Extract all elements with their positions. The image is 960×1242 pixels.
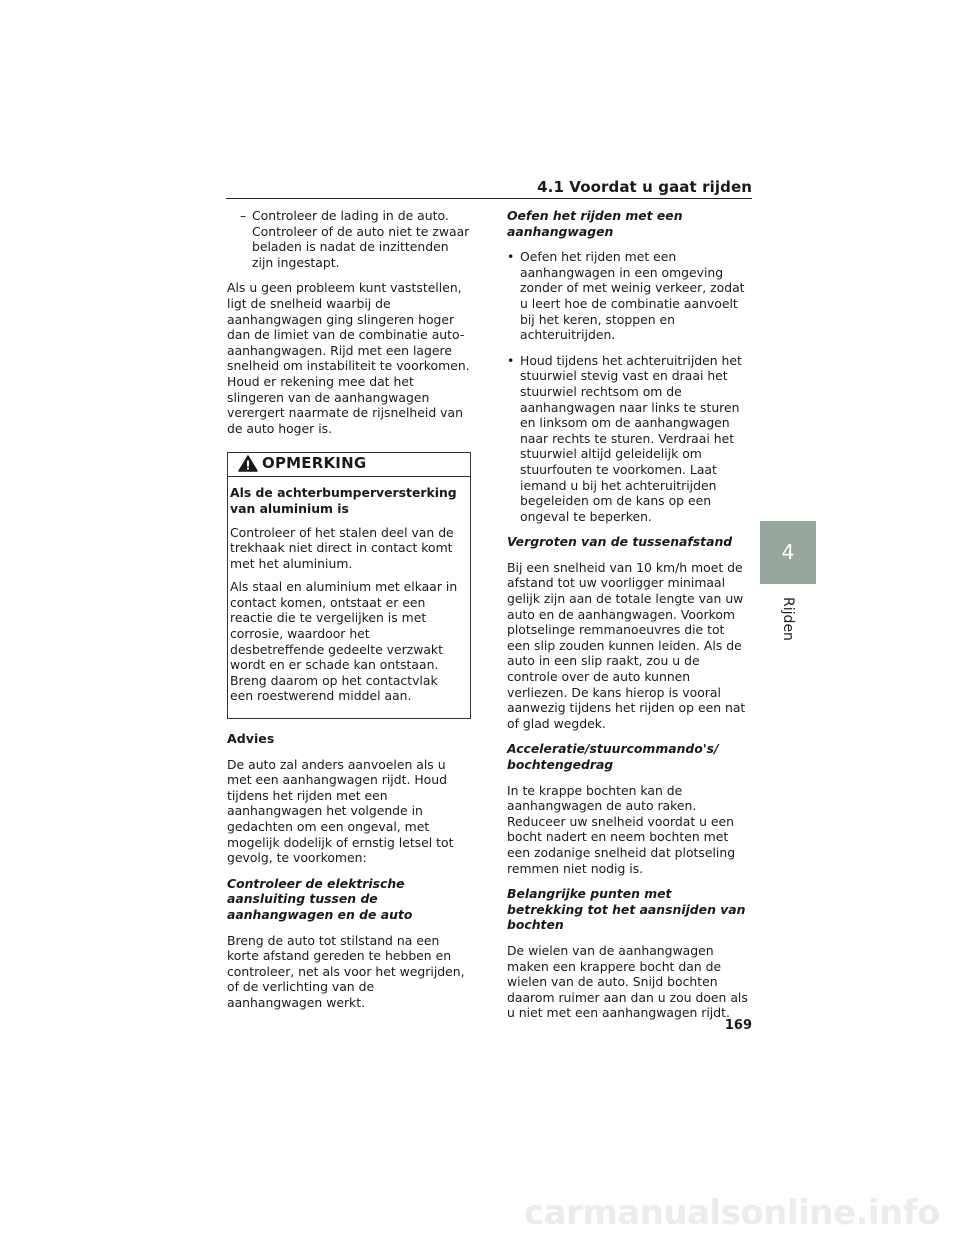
paragraph: Als u geen probleem kunt vaststellen, ligt de snelheid waarbij de aanhangwagen ging slingeren hoger dan de limiet van de combinatie auto-aanhangwagen. Rijd met een lagere snelheid om instabiliteit te voorkomen. Houd er rekening mee dat het slingeren van de aanhangwagen verergert naarmate de rijsnelheid van de auto hoger is. <box>227 280 470 436</box>
paragraph: Breng de auto tot stilstand na een korte afstand gereden te hebben en controleer, net als voor het wegrijden, of de verlichting van de aanhangwagen werkt. <box>227 932 465 1010</box>
paragraph: De wielen van de aanhangwagen maken een krappere bocht dan de wielen van de auto. Snijd bochten daarom ruimer aan dan u zou doen als u niet met een aanhangwagen rijdt. <box>507 942 748 1021</box>
bullet-text: Oefen het rijden met een aanhangwagen in een omgeving zonder of met weinig verkeer, zodat u leert hoe de combinatie aanvoelt bij het keren, stoppen en achteruitrijden. <box>520 249 745 343</box>
chapter-tab-number: 4 <box>760 521 816 584</box>
dash-item <box>227 208 471 270</box>
paragraph: In te krappe bochten kan de aanhangwagen de auto raken. Reduceer uw snelheid voordat u een bocht nadert en neem bochten met een zodanige snelheid dat plotseling remmen niet nodig is. <box>507 782 736 876</box>
notice-body <box>228 477 470 704</box>
notice-paragraph: Controleer of het stalen deel van de trekhaak niet direct in contact komt met het aluminium. <box>230 524 454 571</box>
sub-heading: Vergroten van de tussenafstand <box>507 534 733 550</box>
bullet-mark: • <box>507 249 515 265</box>
chapter-tab-label-text: Rijden <box>780 597 796 641</box>
bullet-text: Houd tijdens het achteruitrijden het stuurwiel stevig vast en draai het stuurwiel rechtsom om de aanhangwagen naar links te sturen en linksom om de aanhangwagen naar rechts te sturen. Verdraai het stuurwiel altijd geleidelijk om stuurfouten te voorkomen. Laat iemand u bij het achteruitrijden begeleiden om de kans op een ongeval te beperken. <box>520 352 742 524</box>
paragraph: Bij een snelheid van 10 km/h moet de afstand tot uw voorligger minimaal gelijk zijn aan de totale lengte van uw auto en de aanhangwagen. Voorkom plotselinge remmanoeuvres die tot een slip zouden kunnen leiden. Als de auto in een slip raakt, zou u de controle over de auto kunnen verliezen. De kans hierop is vooral aanwezig tijdens het rijden op een nat of glad wegdek. <box>507 559 746 731</box>
left-column <box>227 208 471 1021</box>
sub-heading: Oefen het rijden met een aanhangwagen <box>507 208 683 239</box>
warning-triangle-icon <box>238 455 258 472</box>
sub-heading: Controleer de elektrische aansluiting tussen de aanhangwagen en de auto <box>227 875 413 922</box>
chapter-tab-label <box>760 590 816 648</box>
notice-box <box>227 452 471 719</box>
dash-mark: – <box>240 208 247 223</box>
right-column <box>507 208 751 1031</box>
bullet-item <box>507 249 751 343</box>
notice-subtitle: Als de achterbumperversterking van aluminium is <box>230 485 457 516</box>
notice-paragraph: Als staal en aluminium met elkaar in contact komen, ontstaat er een reactie die te vergelijken is met corrosie, waardoor het desbetreffende gedeelte verzwakt wordt en er schade kan ontstaan. Breng daarom op het contactvlak een roestwerend middel aan. <box>230 579 458 704</box>
notice-title: OPMERKING <box>262 454 367 473</box>
bullet-item <box>507 353 751 525</box>
page-number: 169 <box>724 1018 752 1033</box>
sub-heading: Belangrijke punten met betrekking tot het aansnijden van bochten <box>507 886 746 933</box>
notice-header <box>228 453 470 477</box>
dash-item-text: Controleer de lading in de auto. Controleer of de auto niet te zwaar beladen is nadat de inzittenden zijn ingestapt. <box>252 208 470 270</box>
page-header <box>226 178 752 199</box>
section-title: 4.1 Voordat u gaat rijden <box>537 178 752 196</box>
bullet-mark: • <box>507 352 515 368</box>
watermark: carmanualsonline.info <box>523 1193 940 1233</box>
advice-heading: Advies <box>227 731 275 747</box>
sub-heading: Acceleratie/stuurcommando's/ bochtengedrag <box>507 741 719 772</box>
advice-text: De auto zal anders aanvoelen als u met een aanhangwagen rijdt. Houd tijdens het rijden met een aanhangwagen het volgende in gedachten om een ongeval, met mogelijk dodelijk of ernstig letsel tot gevolg, te voorkomen: <box>227 756 454 866</box>
